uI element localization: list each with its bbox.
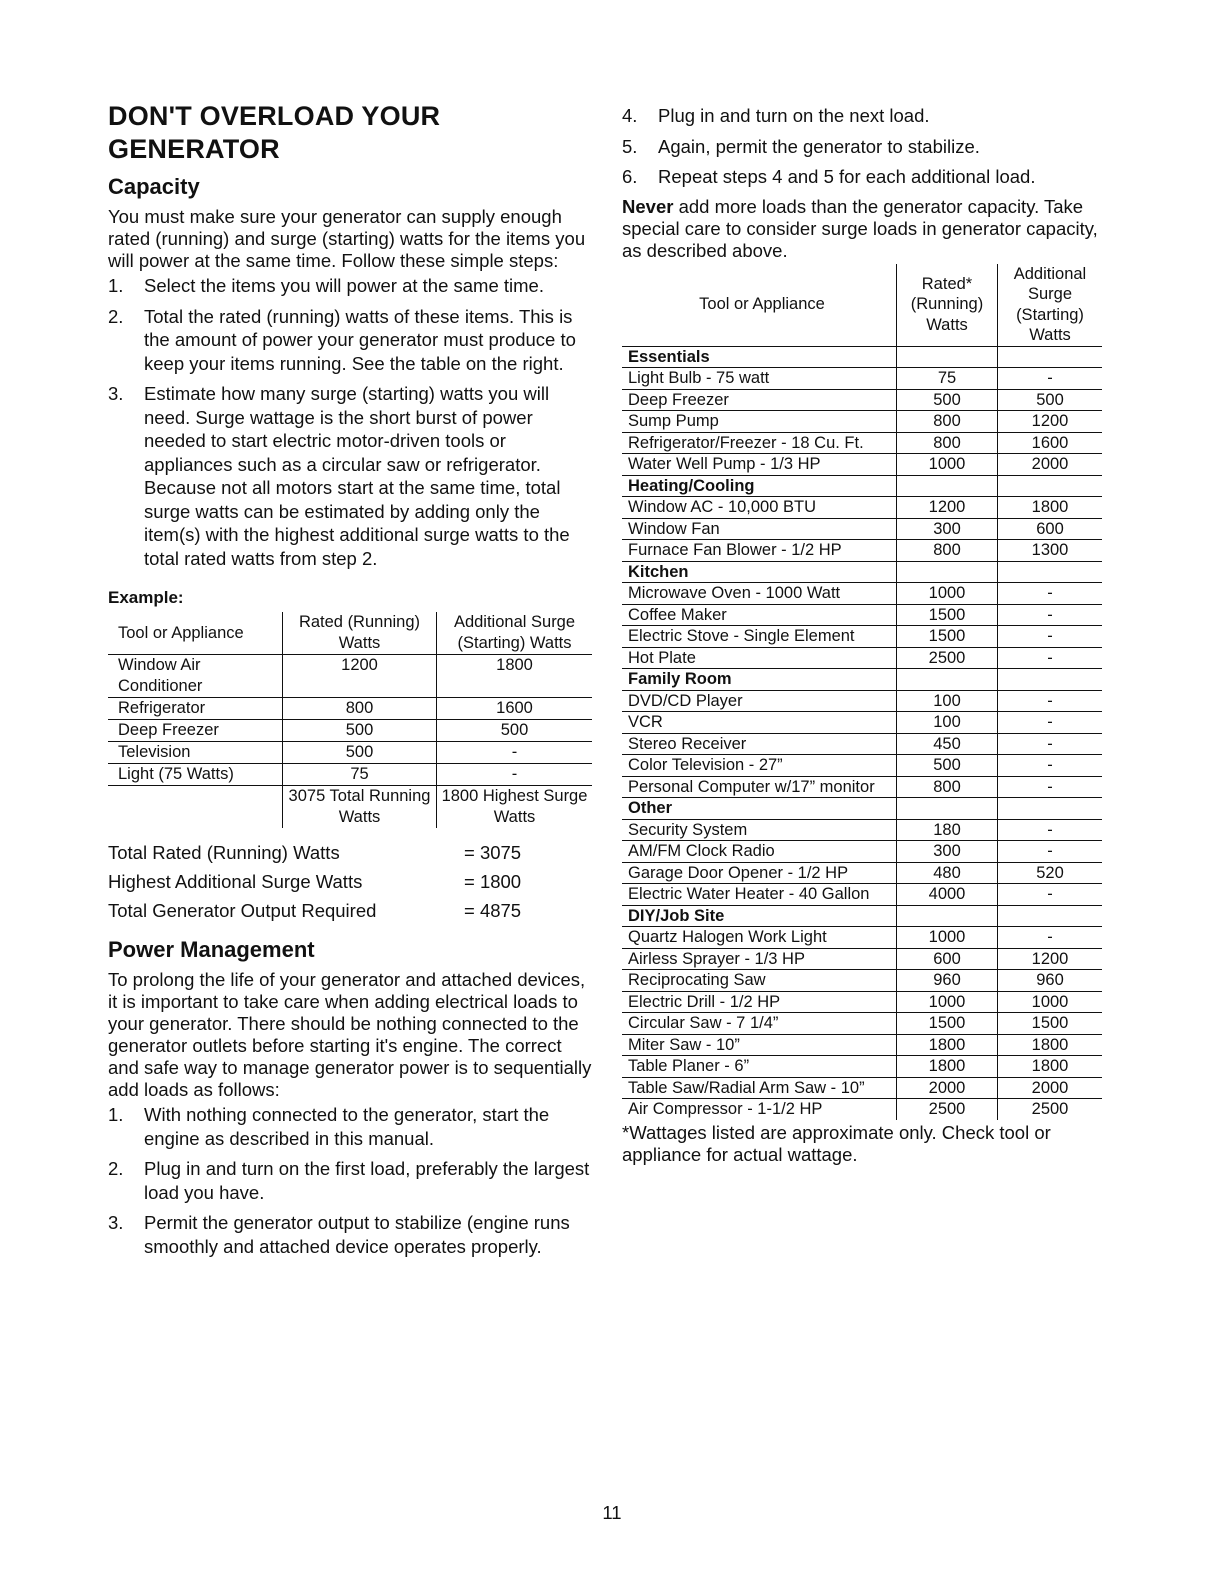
total-row: Total Rated (Running) Watts = 3075: [108, 842, 522, 863]
table-row: Light (75 Watts) 75 -: [108, 764, 592, 786]
table-row: VCR 100 -: [622, 712, 1102, 734]
appliance-wattage-table: [622, 264, 1102, 1120]
table-row: Quartz Halogen Work Light 1000 -: [622, 927, 1102, 949]
page-number: 11: [602, 1502, 622, 1523]
list-item: 3. Permit the generator output to stabilize (engine runs smoothly and attached device operates properly.: [108, 1212, 570, 1257]
table-row: Electric Water Heater - 40 Gallon 4000 -: [622, 884, 1102, 906]
table-row: Refrigerator/Freezer - 18 Cu. Ft. 800 1600: [622, 432, 1102, 454]
list-item: 5. Again, permit the generator to stabilize.: [622, 135, 980, 157]
table-row: Microwave Oven - 1000 Watt 1000 -: [622, 583, 1102, 605]
footnote: *Wattages listed are approximate only. Check tool or appliance for actual wattage.: [622, 1121, 1051, 1165]
table-row: Table Saw/Radial Arm Saw - 10” 2000 2000: [622, 1077, 1102, 1099]
table-row: Airless Sprayer - 1/3 HP 600 1200: [622, 948, 1102, 970]
list-item: 2. Plug in and turn on the first load, preferably the largest load you have.: [108, 1158, 590, 1203]
totals: [108, 838, 592, 925]
list-item: 1. With nothing connected to the generator, start the engine as described in this manual.: [108, 1104, 550, 1149]
total-row: Total Generator Output Required = 4875: [108, 900, 522, 921]
table-row: Electric Drill - 1/2 HP 1000 1000: [622, 991, 1102, 1013]
table-row: Deep Freezer 500 500: [108, 720, 592, 742]
category-row: Essentials: [622, 346, 1102, 368]
example-label: Example:: [108, 588, 184, 607]
total-row: Highest Additional Surge Watts = 1800: [108, 871, 522, 892]
table-row: Water Well Pump - 1/3 HP 1000 2000: [622, 454, 1102, 476]
table-row: Air Compressor - 1-1/2 HP 2500 2500: [622, 1099, 1102, 1120]
list-item: 6. Repeat steps 4 and 5 for each additional load.: [622, 166, 1036, 187]
capacity-heading: Capacity: [108, 174, 200, 199]
never-warning: Never add more loads than the generator capacity. Take special care to consider surge loads in generator capacity, as described above.: [622, 195, 1098, 261]
table-row: Television 500 -: [108, 742, 592, 764]
power-management-steps-continued: [622, 104, 1104, 189]
table-row: DVD/CD Player 100 -: [622, 690, 1102, 712]
category-row: Family Room: [622, 669, 1102, 691]
table-row: Deep Freezer 500 500: [622, 389, 1102, 411]
page-title: DON'T OVERLOAD YOUR GENERATOR: [108, 101, 441, 164]
category-row: Heating/Cooling: [622, 475, 1102, 497]
table-row: Window AC - 10,000 BTU 1200 1800: [622, 497, 1102, 519]
table-row: Electric Stove - Single Element 1500 -: [622, 626, 1102, 648]
capacity-steps: [108, 274, 592, 570]
table-row: Circular Saw - 7 1/4” 1500 1500: [622, 1013, 1102, 1035]
table-row: Furnace Fan Blower - 1/2 HP 800 1300: [622, 540, 1102, 562]
list-item: 4. Plug in and turn on the next load.: [622, 105, 930, 126]
table-row: Hot Plate 2500 -: [622, 647, 1102, 669]
power-management-steps: [108, 1103, 592, 1258]
table-header-row: Tool or Appliance Rated* (Running) Watts Additional Surge (Starting) Watts: [622, 264, 1102, 347]
table-row: Window Air Conditioner 1200 1800: [108, 655, 592, 698]
table-row: Stereo Receiver 450 -: [622, 733, 1102, 755]
list-item: 3. Estimate how many surge (starting) watts you will need. Surge wattage is the short burst of power needed to start electric motor-driven tools or appliances such as a circular saw or refrigerator. Because not all motors start at the same time, total surge watts can be estimated by adding only the item(s) with the highest additional surge watts to the total rated watts from step 2.: [108, 383, 570, 569]
table-row: Security System 180 -: [622, 819, 1102, 841]
category-row: Other: [622, 798, 1102, 820]
table-row: Light Bulb - 75 watt 75 -: [622, 368, 1102, 390]
left-column: [108, 100, 592, 1265]
list-item: 1. Select the items you will power at the same time.: [108, 275, 544, 296]
table-row: AM/FM Clock Radio 300 -: [622, 841, 1102, 863]
right-column: [622, 102, 1104, 1166]
table-row: Garage Door Opener - 1/2 HP 480 520: [622, 862, 1102, 884]
table-row: Table Planer - 6” 1800 1800: [622, 1056, 1102, 1078]
table-row: Color Television - 27” 500 -: [622, 755, 1102, 777]
example-table: [108, 612, 592, 828]
category-row: DIY/Job Site: [622, 905, 1102, 927]
table-row: Window Fan 300 600: [622, 518, 1102, 540]
table-row: Sump Pump 800 1200: [622, 411, 1102, 433]
power-management-heading: Power Management: [108, 937, 315, 962]
category-row: Kitchen: [622, 561, 1102, 583]
table-footer-row: 3075 Total Running Watts 1800 Highest Surge Watts: [108, 786, 592, 829]
table-header-row: Tool or Appliance Rated (Running) Watts Additional Surge (Starting) Watts: [108, 612, 592, 655]
table-row: Personal Computer w/17” monitor 800 -: [622, 776, 1102, 798]
capacity-intro: You must make sure your generator can supply enough rated (running) and surge (starting) watts for the items you will power at the same time. Follow these simple steps:: [108, 206, 586, 271]
list-item: 2. Total the rated (running) watts of these items. This is the amount of power your generator must produce to keep your items running. See the table on the right.: [108, 305, 576, 374]
table-row: Refrigerator 800 1600: [108, 698, 592, 720]
table-row: Coffee Maker 1500 -: [622, 604, 1102, 626]
power-management-intro: To prolong the life of your generator and attached devices, it is important to take care when adding electrical loads to your generator. There should be nothing connected to the generator outlets before starting it's engine. The correct and safe way to manage generator power is to sequentially add loads as follows:: [108, 969, 592, 1100]
table-row: Miter Saw - 10” 1800 1800: [622, 1034, 1102, 1056]
table-row: Reciprocating Saw 960 960: [622, 970, 1102, 992]
